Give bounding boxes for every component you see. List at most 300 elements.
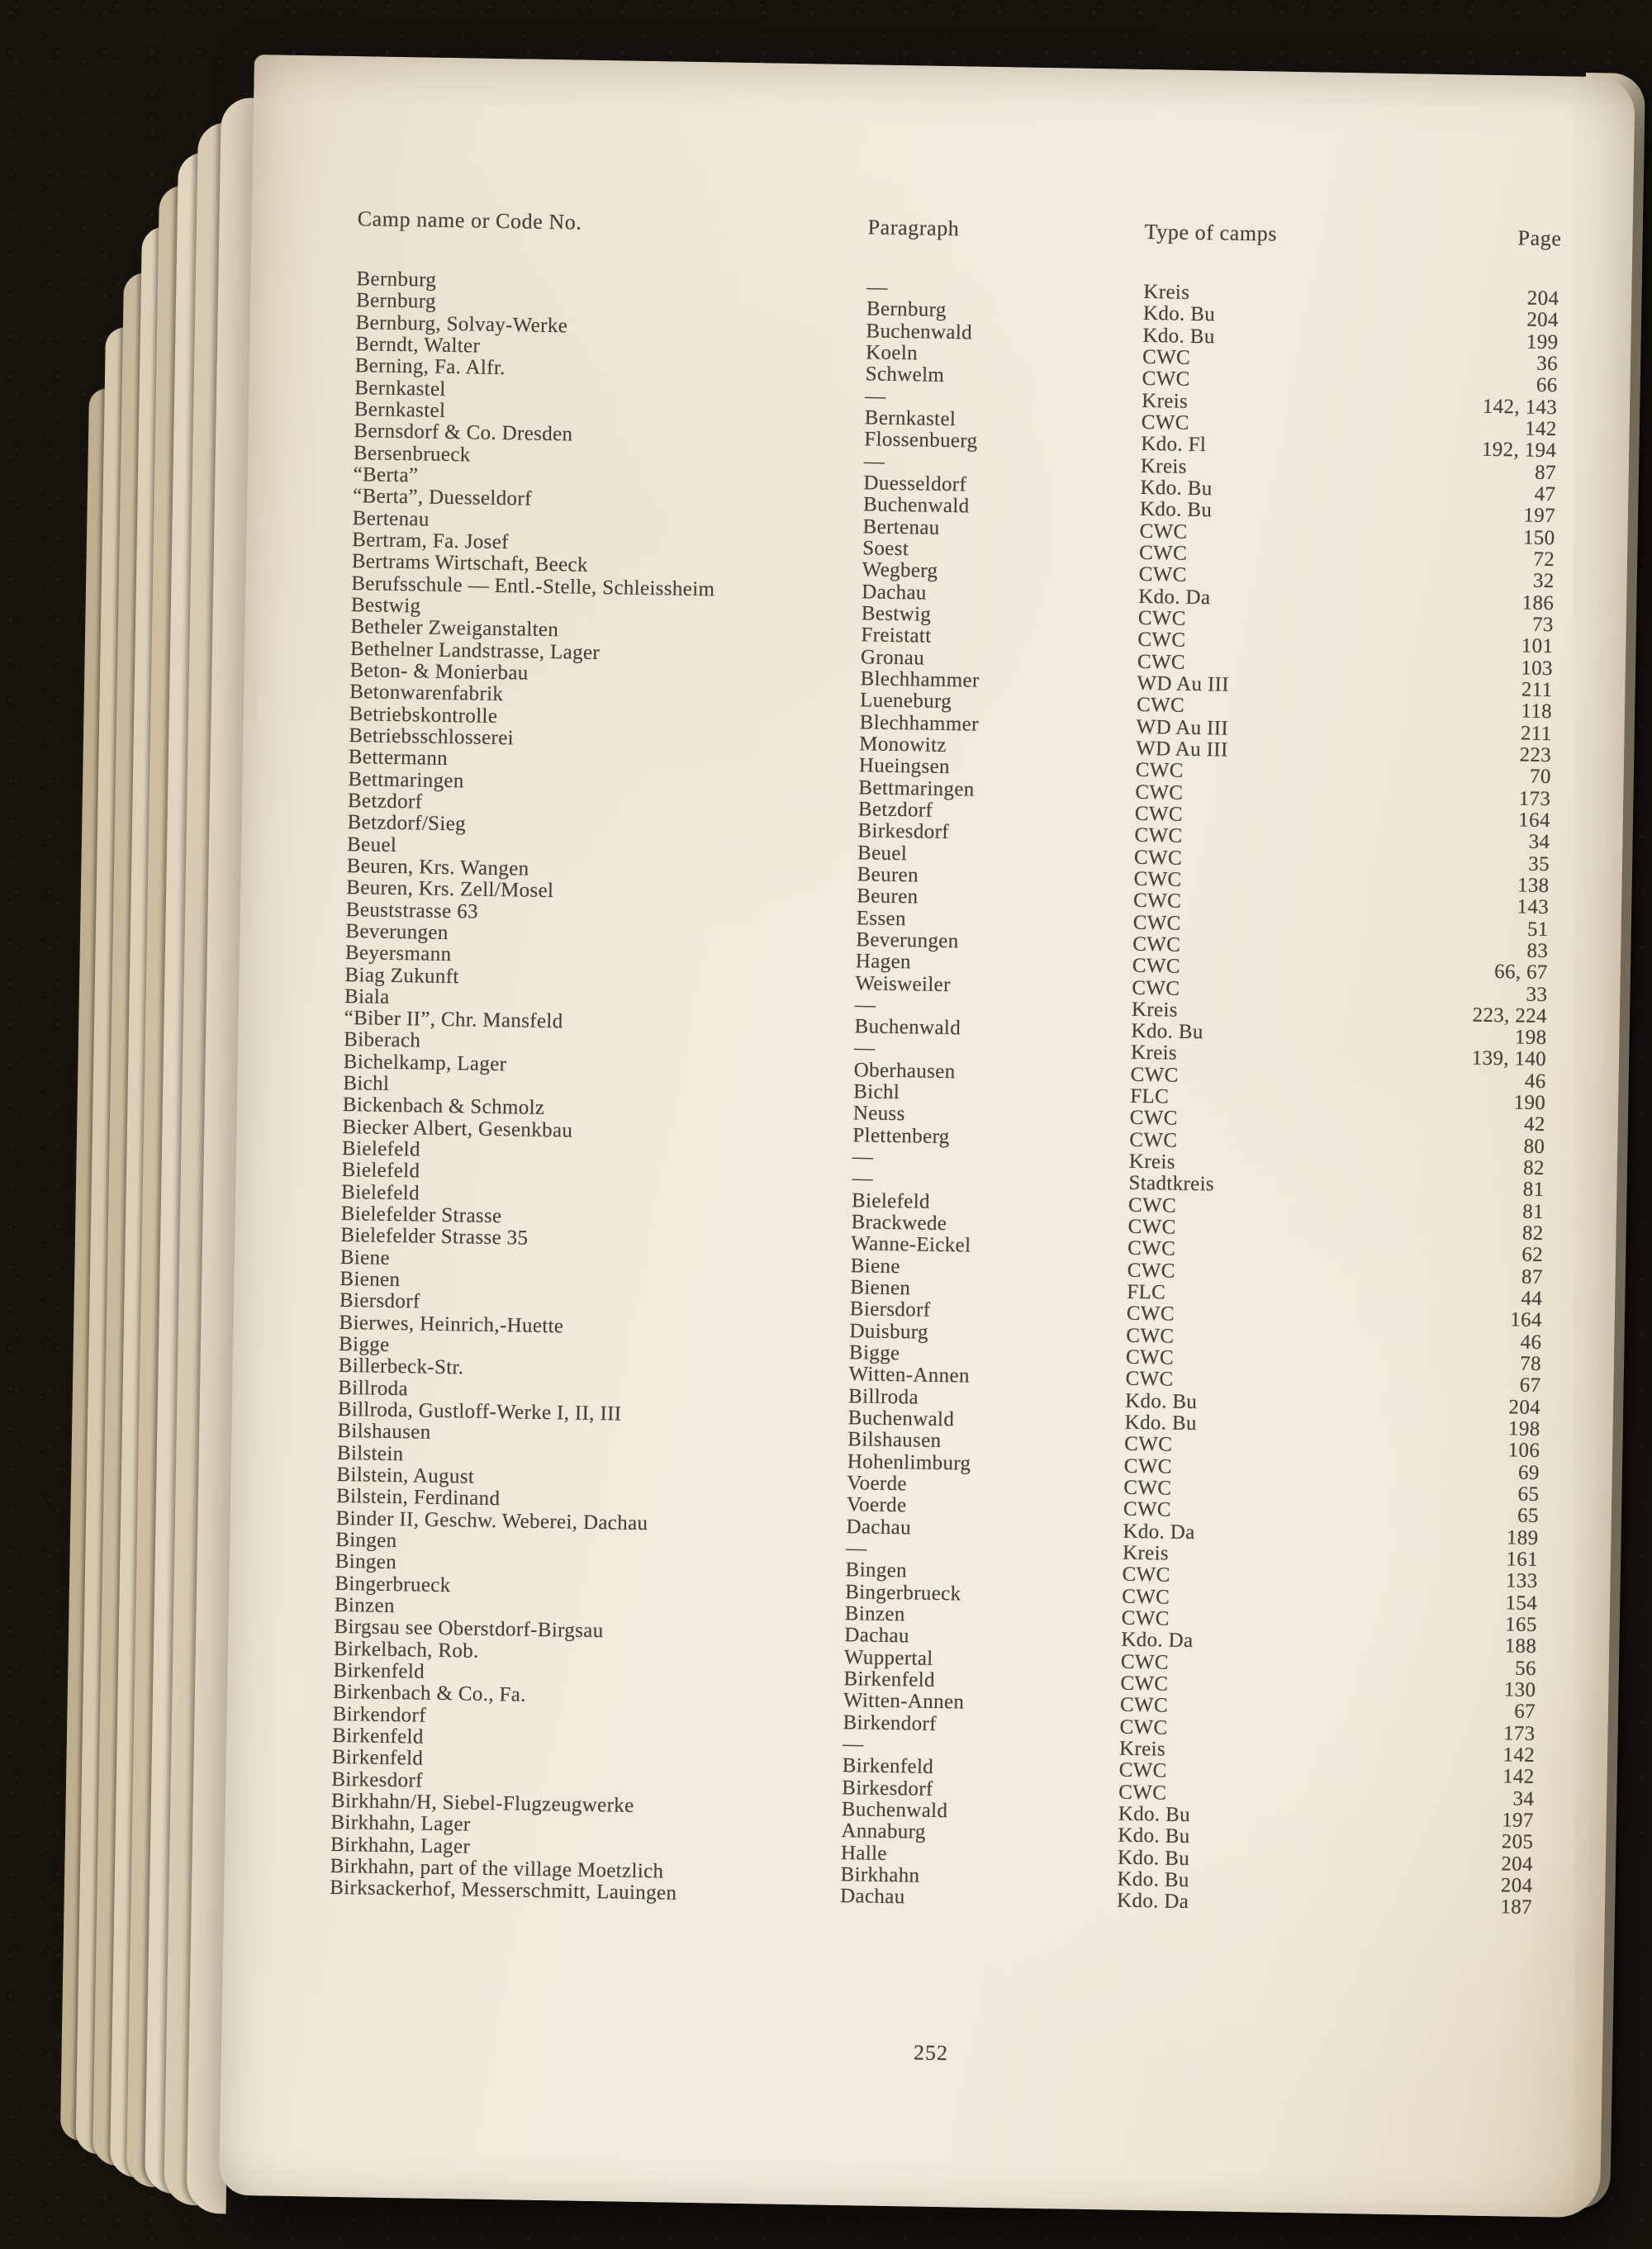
camp-type-cell: Kdo. Bu [1131,1019,1203,1044]
paragraph-cell: — [845,1537,867,1560]
paragraph-cell: Neuss [852,1102,905,1126]
camp-type-cell: Kdo. Bu [1140,476,1213,501]
page-ref-cell: 189 [1506,1526,1539,1549]
paragraph-cell: Beuel [857,841,908,865]
page-ref-cell: 138 [1517,874,1550,897]
page-ref-cell: 87 [1521,1265,1543,1288]
paragraph-cell: Blechhammer [859,710,979,736]
paragraph-cell: Bertenau [862,515,940,539]
camp-type-cell: CWC [1142,368,1190,391]
page-ref-cell: 154 [1505,1592,1538,1615]
page-ref-cell: 142 [1502,1765,1535,1789]
camp-name-cell: Billroda [338,1376,409,1401]
camp-type-cell: CWC [1119,1715,1168,1739]
camp-type-cell: CWC [1121,1606,1170,1630]
paragraph-cell: Freistatt [861,624,932,648]
paragraph-cell: — [853,1037,876,1060]
camp-type-cell: CWC [1132,911,1181,935]
page-ref-cell: 103 [1521,657,1554,680]
paragraph-cell: Binzen [844,1602,905,1626]
camp-type-cell: WD Au III [1137,671,1230,696]
page-ref-cell: 223, 224 [1472,1004,1548,1027]
camp-name-cell: Bestwig [350,593,421,618]
paragraph-cell: Flossenbuerg [864,428,978,453]
page-ref-cell: 223 [1519,743,1552,767]
page-ref-cell: 204 [1500,1874,1533,1897]
paragraph-cell: — [842,1733,864,1756]
camp-name-cell: Bielefelder Strasse [340,1203,502,1228]
column-header-paragraph: Paragraph [867,215,960,241]
page-ref-cell: 32 [1532,570,1555,593]
page-ref-cell: 34 [1528,830,1550,854]
paragraph-cell: Annaburg [841,1820,926,1844]
camp-type-cell: CWC [1122,1563,1170,1587]
camp-name-cell: Bingerbrueck [335,1572,451,1597]
paragraph-cell: — [866,276,889,299]
camp-name-cell: Birkhahn/H, Siebel-Flugzeugwerke [330,1789,634,1817]
camp-type-cell: Kdo. Da [1123,1520,1195,1544]
camp-type-cell: Kdo. Bu [1124,1411,1198,1435]
camp-name-cell: Bersenbrueck [353,441,471,467]
page-ref-cell: 204 [1501,1852,1534,1876]
paragraph-cell: Birkesdorf [857,819,950,844]
paragraph-cell: Koeln [865,341,919,365]
paragraph-cell: Buchenwald [862,493,970,518]
camp-name-cell: Birkhahn, Lager [330,1811,471,1836]
camp-type-cell: CWC [1125,1345,1175,1369]
camp-name-cell: Bielefelder Strasse 35 [340,1224,529,1250]
page-ref-cell: 34 [1512,1787,1535,1810]
page-ref-cell: 106 [1507,1439,1540,1463]
camp-type-cell: CWC [1134,802,1184,826]
camp-name-cell: Bernburg, Solvay-Werke [355,311,568,337]
paragraph-cell: Birkenfeld [843,1668,936,1691]
paragraph-cell: Birkhahn [840,1863,920,1887]
index-table [327,206,1565,2076]
page-ref-cell: 192, 194 [1481,439,1557,463]
paragraph-cell: Witten-Annen [843,1689,965,1714]
camp-name-cell: Beuststrasse 63 [345,898,479,923]
paragraph-cell: Bettmaringen [858,776,975,801]
camp-name-cell: Birkenfeld [332,1724,424,1748]
paragraph-cell: Dachau [862,580,927,605]
camp-name-cell: Bielefeld [340,1180,420,1205]
page-ref-cell: 101 [1521,634,1554,658]
camp-name-cell: Bernburg [355,289,437,314]
column-header-type-of-camps: Type of camps [1144,219,1278,246]
camp-type-cell: Kdo. Da [1138,585,1211,609]
camp-type-cell: Kdo. Bu [1142,324,1215,348]
camp-type-cell: Kdo. Bu [1118,1824,1190,1848]
page-ref-cell: 164 [1518,809,1551,833]
paragraph-cell: Brackwede [851,1211,947,1236]
book-page [219,55,1635,2218]
paragraph-cell: Betzdorf [857,798,933,822]
paragraph-cell: Dachau [846,1515,912,1540]
page-ref-cell: 46 [1520,1331,1542,1354]
page-ref-cell: 173 [1502,1722,1536,1745]
paragraph-cell: Birkenfeld [842,1754,934,1779]
page-ref-cell: 187 [1500,1896,1533,1919]
camp-name-cell: Bierwes, Heinrich,-Huette [339,1311,564,1338]
camp-type-cell: CWC [1133,867,1182,891]
paragraph-cell: Bielefeld [851,1189,931,1213]
table-header [357,206,1564,251]
camp-type-cell: Kdo. Bu [1142,302,1216,326]
paragraph-cell: Dachau [839,1885,905,1909]
page-ref-cell: 161 [1506,1548,1539,1572]
page-ref-cell: 67 [1514,1700,1536,1724]
page-ref-cell: 62 [1521,1244,1544,1267]
camp-type-cell: CWC [1127,1193,1177,1217]
camp-type-cell: CWC [1118,1781,1167,1805]
page-ref-cell: 72 [1533,548,1555,572]
camp-type-cell: Kdo. Bu [1117,1867,1189,1892]
page-ref-cell: 143 [1517,895,1550,919]
camp-name-cell: Bickenbach & Schmolz [342,1094,545,1120]
paragraph-cell: Weisweiler [855,971,952,996]
camp-name-cell: Bilstein, Ferdinand [335,1485,501,1511]
paragraph-cell: — [852,1146,874,1169]
camp-name-cell: Bilshausen [337,1420,431,1445]
paragraph-cell: Beuren [857,863,919,887]
paragraph-cell: Hohenlimburg [847,1450,971,1475]
page-ref-cell: 42 [1523,1113,1545,1136]
paragraph-cell: Schwelm [865,363,945,387]
camp-name-cell: Bienen [339,1268,401,1292]
page-ref-cell: 133 [1505,1569,1538,1593]
page-ref-cell: 150 [1522,526,1555,549]
page-ref-cell: 164 [1510,1308,1543,1332]
page-ref-cell: 73 [1531,613,1554,637]
camp-name-cell: Birkenfeld [333,1658,425,1683]
camp-name-cell: Binder II, Geschw. Weberei, Dachau [335,1506,648,1535]
page-ref-cell: 142, 143 [1482,395,1558,419]
page-ref-cell: 46 [1524,1070,1546,1093]
camp-type-cell: Kreis [1141,389,1189,413]
camp-name-cell: Biag Zukunft [344,963,459,988]
camp-type-cell: CWC [1135,759,1184,782]
paragraph-cell: — [865,384,886,408]
page-ref-cell: 51 [1526,918,1549,941]
camp-name-cell: Bilstein [336,1441,404,1465]
camp-type-cell: Kdo. Bu [1139,498,1213,522]
camp-type-cell: Kdo. Bu [1118,1802,1191,1827]
camp-name-cell: “Biber II”, Chr. Mansfeld [344,1007,563,1033]
paragraph-cell: Hueingsen [858,754,951,779]
camp-type-cell: WD Au III [1135,737,1228,762]
camp-name-cell: Beton- & Monierbau [349,658,529,685]
camp-name-cell: Biala [344,985,390,1008]
page-ref-cell: 44 [1521,1287,1543,1311]
paragraph-cell: Bernkastel [864,406,957,431]
paragraph-cell: Voerde [846,1493,907,1517]
paragraph-cell: Plettenberg [852,1123,950,1148]
page-ref-cell: 186 [1521,591,1555,614]
camp-name-cell: Birkenfeld [331,1746,424,1770]
camp-name-cell: Betriebsschlosserei [349,724,515,750]
camp-name-cell: Beuren, Krs. Wangen [346,854,529,880]
camp-name-cell: Bettermann [348,746,449,771]
page-ref-cell: 211 [1520,722,1552,745]
camp-type-cell: CWC [1123,1498,1172,1522]
paragraph-cell: Buchenwald [841,1798,948,1823]
camp-type-cell: WD Au III [1136,715,1229,740]
page-ref-cell: 70 [1529,765,1551,789]
camp-type-cell: CWC [1120,1650,1170,1674]
paragraph-cell: Blechhammer [860,667,980,692]
camp-type-cell: CWC [1137,606,1187,630]
paragraph-cell: Biene [850,1254,901,1278]
camp-type-cell: CWC [1129,1107,1179,1131]
camp-name-cell: Birkendorf [332,1702,427,1727]
camp-type-cell: Stadtkreis [1128,1172,1215,1196]
page-ref-cell: 81 [1522,1200,1545,1223]
camp-name-cell: Bertenau [352,506,430,531]
camp-type-cell: CWC [1137,629,1186,652]
page-ref-cell: 78 [1520,1352,1542,1376]
camp-type-cell: CWC [1130,1063,1179,1087]
page-ref-cell: 197 [1523,504,1556,528]
page-ref-cell: 33 [1526,983,1548,1006]
camp-name-cell: Bethelner Landstrasse, Lager [349,637,601,664]
page-ref-cell: 198 [1507,1417,1540,1441]
camp-name-cell: Bernkastel [354,398,446,422]
page-ref-cell: 198 [1514,1026,1547,1050]
page-ref-cell: 190 [1513,1091,1546,1115]
page-ref-cell: 66, 67 [1493,961,1549,985]
camp-name-cell: Beuren, Krs. Zell/Mosel [346,876,554,903]
page-ref-cell: 142 [1524,417,1557,441]
camp-name-cell: Birkesdorf [331,1767,424,1792]
page-ref-cell: 69 [1517,1461,1540,1484]
camp-type-cell: CWC [1127,1237,1176,1261]
camp-type-cell: CWC [1127,1215,1176,1239]
camp-name-cell: Bielefeld [341,1159,420,1183]
camp-name-cell: Beuel [346,833,397,856]
paragraph-cell: Oberhausen [853,1059,956,1084]
camp-type-cell: CWC [1136,694,1185,718]
camp-type-cell: CWC [1132,954,1181,978]
page-ref-cell: 35 [1528,852,1550,875]
page-ref-cell: 65 [1517,1504,1540,1528]
paragraph-cell: Birkendorf [843,1710,938,1735]
camp-name-cell: Biersdorf [339,1289,420,1313]
camp-name-cell: Betzdorf/Sieg [347,811,467,836]
camp-type-cell: CWC [1132,976,1180,1000]
page-ref-cell: 197 [1501,1809,1534,1832]
camp-type-cell: CWC [1123,1476,1172,1500]
camp-type-cell: CWC [1133,846,1183,870]
camp-type-cell: Kdo. Da [1116,1889,1189,1914]
camp-name-cell: Bigge [338,1332,390,1357]
camp-type-cell: Kdo. Bu [1117,1846,1190,1870]
camp-name-cell: Birkelbach, Rob. [333,1637,479,1663]
camp-type-cell: Kreis [1128,1150,1176,1174]
camp-type-cell: CWC [1135,781,1184,804]
camp-type-cell: Kdo. Da [1121,1629,1194,1653]
camp-type-cell: Kdo. Bu [1124,1389,1198,1413]
camp-type-cell: CWC [1119,1693,1169,1717]
camp-type-cell: Kreis [1143,280,1190,304]
camp-type-cell: CWC [1132,932,1181,956]
camp-type-cell: CWC [1129,1128,1178,1152]
camp-type-cell: CWC [1138,563,1187,587]
paragraph-cell: Witten-Annen [848,1363,971,1388]
page-ref-cell: 66 [1536,374,1558,397]
paragraph-cell: Buchenwald [854,1015,961,1040]
paragraph-cell: Biersdorf [849,1298,931,1322]
camp-name-cell: “Berta” [353,463,419,487]
camp-type-cell: Kreis [1130,1041,1178,1065]
paragraph-cell: Halle [840,1841,888,1865]
paragraph-cell: Duisburg [849,1319,929,1344]
camp-type-cell: CWC [1141,410,1189,434]
paragraph-cell: Bilshausen [847,1428,942,1453]
page-ref-cell: 204 [1508,1396,1541,1419]
paragraph-cell: Buchenwald [866,319,973,344]
paragraph-cell: Duesseldorf [863,472,967,496]
paragraph-cell: Bingerbrueck [845,1580,961,1606]
page-ref-cell: 199 [1526,330,1559,353]
camp-type-cell: Kreis [1131,998,1179,1022]
paragraph-cell: Wegberg [862,558,938,583]
page-number: 252 [913,2040,949,2065]
camp-type-cell: Kreis [1118,1737,1166,1761]
paragraph-cell: Gronau [860,645,925,670]
camp-name-cell: “Berta”, Duesseldorf [352,485,532,510]
page-ref-cell: 188 [1504,1635,1537,1658]
camp-name-cell: Bernkastel [354,376,446,401]
camp-type-cell: CWC [1132,889,1182,913]
page-ref-cell: 65 [1517,1483,1540,1506]
camp-name-cell: Berndt, Walter [354,333,481,358]
column-header-camp-name: Camp name or Code No. [357,206,582,235]
page-ref-cell: 211 [1521,678,1553,702]
paragraph-cell: Billroda [847,1384,919,1409]
camp-name-cell: Bilstein, August [336,1463,475,1488]
camp-name-cell: Biberach [344,1028,421,1052]
camp-name-cell: Bichl [343,1072,390,1096]
camp-type-cell: FLC [1127,1280,1166,1304]
camp-name-cell: Billerbeck-Str. [338,1355,464,1379]
camp-name-cell: Bettmaringen [348,767,464,792]
camp-name-cell: Betonwarenfabrik [349,681,504,706]
camp-type-cell: CWC [1138,541,1188,565]
paragraph-cell: Bestwig [861,602,932,626]
page-ref-cell: 36 [1536,352,1559,376]
camp-type-cell: CWC [1134,824,1183,847]
page-ref-cell: 80 [1523,1135,1545,1158]
paragraph-cell: — [854,994,876,1017]
camp-type-cell: CWC [1120,1672,1169,1696]
camp-type-cell: CWC [1127,1259,1175,1283]
camp-type-cell: CWC [1124,1433,1173,1457]
camp-type-cell: CWC [1121,1585,1170,1609]
paragraph-cell: Essen [856,906,907,930]
paragraph-cell: — [852,1167,874,1191]
paragraph-cell: — [863,449,885,473]
page-ref-cell: 118 [1521,700,1553,724]
page-ref-cell: 204 [1526,308,1559,332]
page-ref-cell: 139, 140 [1471,1047,1547,1071]
camp-name-cell: Bernburg [356,268,437,292]
camp-type-cell: CWC [1139,520,1188,543]
camp-name-cell: Betriebskontrolle [349,702,498,728]
camp-name-cell: Betheler Zweiganstalten [350,615,559,642]
page-ref-cell: 67 [1519,1374,1541,1397]
camp-type-cell: CWC [1126,1302,1175,1326]
camp-name-cell: Beverungen [345,919,449,944]
paragraph-cell: Dachau [844,1624,910,1648]
paragraph-cell: Hagen [855,950,912,974]
camp-name-cell: Birksackerhof, Messerschmitt, Lauingen [329,1877,677,1905]
camp-name-cell: Biecker Albert, Gesenkbau [342,1115,573,1142]
camp-name-cell: Birkhahn, part of the village Moetzlich [330,1854,664,1883]
camp-type-cell: Kreis [1140,454,1188,478]
paragraph-cell: Buchenwald [847,1407,955,1431]
camp-name-cell: Bertrams Wirtschaft, Beeck [351,550,589,577]
page-ref-cell: 165 [1504,1613,1537,1637]
page-ref-cell: 87 [1534,461,1557,484]
camp-name-cell: Betzdorf [347,789,423,814]
camp-name-cell: Berning, Fa. Alfr. [354,354,506,380]
camp-name-cell: Bernsdorf & Co. Dresden [354,420,573,446]
camp-type-cell: CWC [1123,1454,1173,1478]
page-ref-cell: 173 [1518,787,1551,810]
paragraph-cell: Wanne-Eickel [850,1232,971,1258]
page-ref-cell: 47 [1534,482,1556,506]
page-ref-cell: 81 [1522,1179,1545,1202]
paragraph-cell: Birkesdorf [842,1776,933,1801]
page-ref-cell: 205 [1501,1830,1534,1854]
camp-type-cell: CWC [1126,1324,1175,1348]
column-header-page: Page [1517,225,1562,251]
camp-name-cell: Birkenbach & Co., Fa. [332,1681,527,1707]
paragraph-cell: Bigge [848,1341,900,1365]
paragraph-cell: Soest [862,537,909,561]
camp-type-cell: Kreis [1122,1541,1170,1565]
page-ref-cell: 130 [1503,1678,1536,1701]
camp-name-cell: Binzen [334,1593,396,1618]
camp-type-cell: FLC [1130,1084,1170,1108]
camp-type-cell: Kdo. Fl [1141,433,1207,457]
camp-name-cell: Beyersmann [344,942,452,966]
paragraph-cell: Bernburg [866,297,947,322]
camp-name-cell: Billroda, Gustloff-Werke I, II, III [337,1397,622,1426]
camp-name-cell: Bingen [335,1528,397,1553]
paragraph-cell: Monowitz [859,733,947,757]
camp-name-cell: Birkhahn, Lager [330,1833,471,1858]
paragraph-cell: Bichl [853,1080,900,1104]
page-ref-cell: 56 [1514,1657,1537,1680]
camp-type-cell: CWC [1118,1758,1167,1782]
camp-name-cell: Bingen [335,1550,397,1574]
camp-name-cell: Berufsschule — Entl.-Stelle, Schleissheim [351,572,715,600]
paragraph-cell: Beverungen [856,928,959,953]
camp-type-cell: CWC [1125,1368,1174,1392]
camp-type-cell: CWC [1137,650,1186,674]
camp-name-cell: Bichelkamp, Lager [343,1050,507,1076]
paragraph-cell: Wuppertal [843,1645,933,1670]
page-ref-cell: 83 [1526,939,1549,962]
page-ref-cell: 82 [1521,1222,1544,1245]
camp-name-cell: Bertram, Fa. Josef [352,528,510,554]
camp-type-cell: CWC [1142,345,1191,369]
page-ref-cell: 82 [1522,1156,1545,1180]
paragraph-cell: Voerde [847,1472,908,1496]
camp-name-cell: Birgsau see Oberstdorf-Birgsau [334,1616,604,1643]
